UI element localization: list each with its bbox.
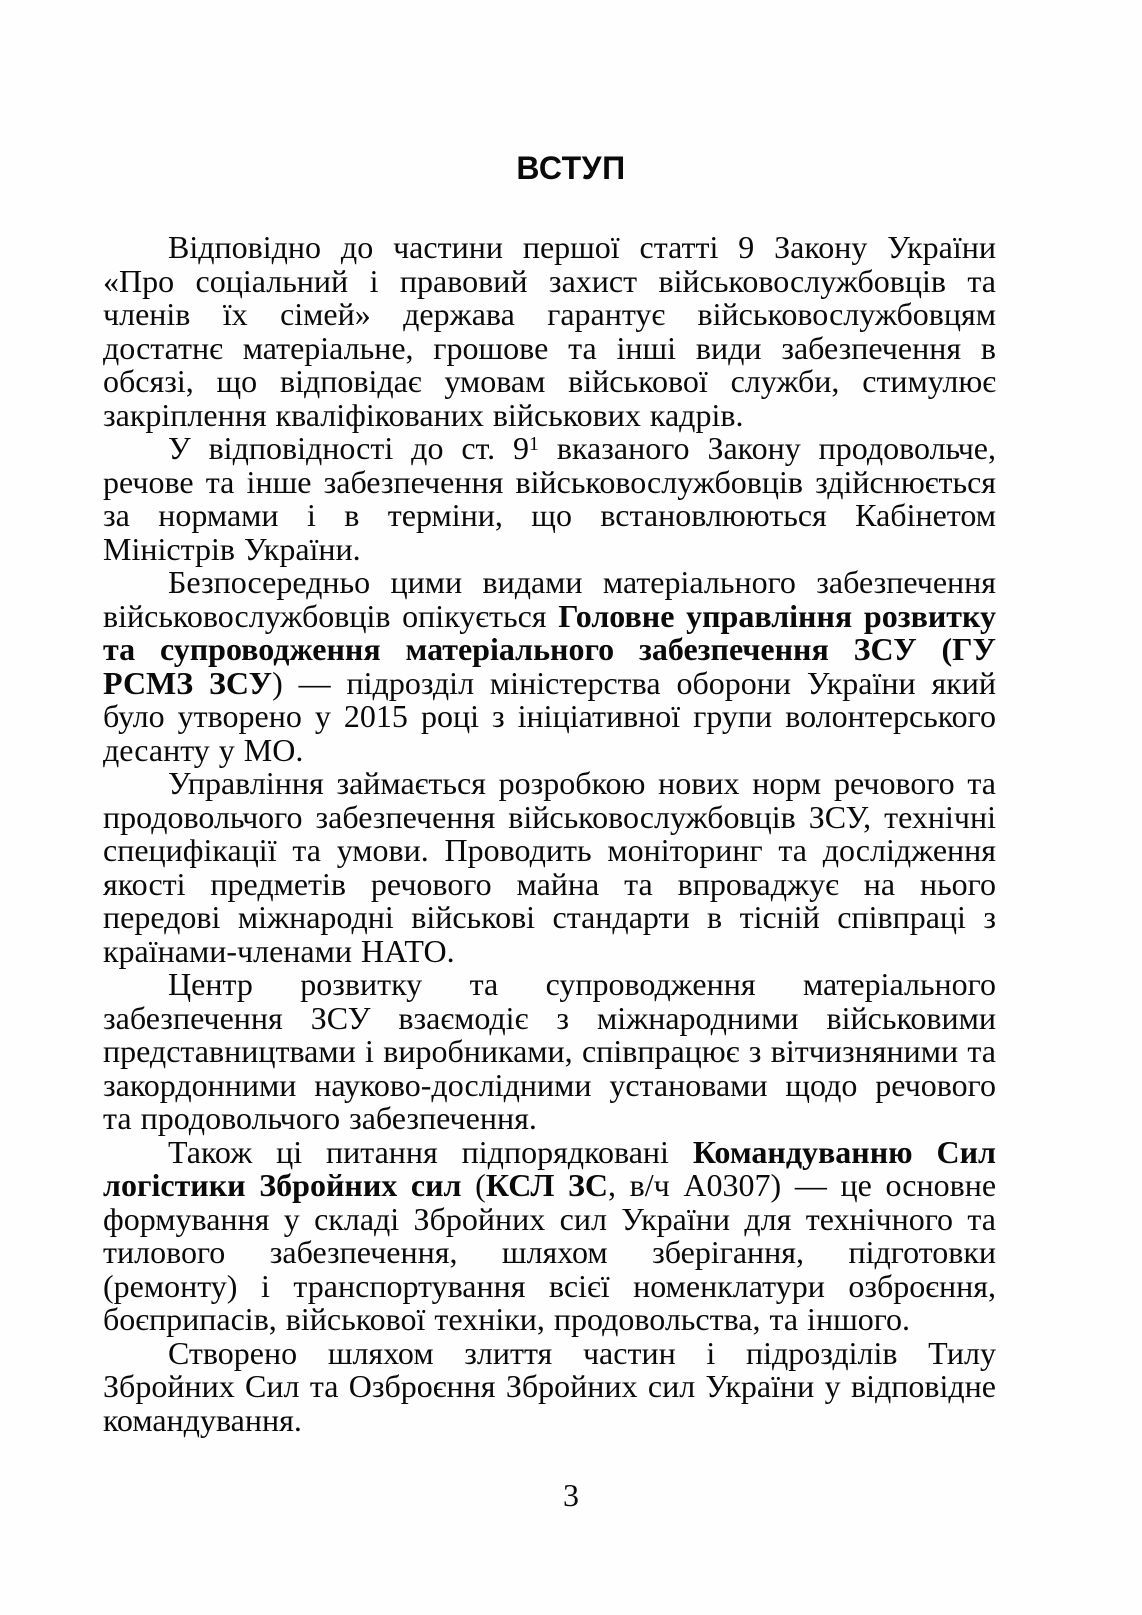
bold-text-run: КСЛ ЗС (485, 1167, 609, 1203)
text-run: , в/ч А0307) — це основне формування у складі Збройних сил України для технічного та тилового забезпечення, шляхом зберігання, підготовки (ремонту) і транспортування всієї номенклатури озброєння, боєприпасів, військової техніки, продовольства, та іншого. (103, 1167, 997, 1337)
bold-text-run: Головне управління розвитку та супроводження матеріального забезпечення ЗСУ (ГУ РСМЗ ЗСУ (103, 597, 997, 701)
bold-text-run: Командуванню Сил логістики Збройних сил (103, 1133, 997, 1203)
paragraph (103, 432, 996, 566)
paragraph (103, 1133, 997, 1337)
paragraph (103, 566, 996, 767)
paragraph (103, 968, 996, 1136)
text-run: Створено шляхом злиття частин і підрозділів Тилу Збройних Сил та Озброєння Збройних сил України у відповідне командування. (103, 1334, 996, 1438)
page-title: ВСТУП (516, 150, 626, 186)
paragraph (103, 767, 996, 968)
text-run: ) — підрозділ міністерства оборони України який було утворено у 2015 році з ініціативної групи волонтерського десанту у МО. (103, 664, 996, 768)
text-run: Управління займається розробкою нових норм речового та продовольчого забезпечення військовослужбовців ЗСУ, технічні специфікації та умови. Проводить моніторинг та дослідження якості предметів речового майна та впроваджує на нього передові міжнародні військові стандарти в тісній співпраці з країнами-членами НАТО. (103, 765, 996, 969)
text-run: Також ці питання підпорядковані (168, 1133, 693, 1170)
text-run: вказаного Закону продовольче, речове та інше забезпечення військовослужбовців здійснюється за нормами і в терміни, що встановлюються Кабінетом Міністрів України. (103, 430, 996, 567)
text-run: ( (461, 1167, 486, 1203)
page-number: 3 (563, 1477, 579, 1513)
paragraph (103, 1334, 996, 1438)
body-text (103, 231, 996, 1437)
paragraph (103, 231, 996, 432)
text-run: У відповідності до ст. 9 (168, 430, 530, 466)
text-run: Центр розвитку та супроводження матеріального забезпечення ЗСУ взаємодіє з міжнародними військовими представництвами і виробниками, співпрацює з вітчизняними та закордонними науково-дослідними установами щодо речового та продовольчого забезпечення. (103, 966, 996, 1136)
footnote-marker: 1 (529, 433, 539, 456)
text-run: Відповідно до частини першої статті 9 Закону України «Про соціальний і правовий захист військовослужбовців та членів їх сімей» держава гарантує військовослужбовцям достатнє матеріальне, грошове та інші види забезпечення в обсязі, що відповідає умовам військової служби, стимулює закріплення кваліфікованих військових кадрів. (103, 229, 996, 433)
text-run: Безпосередньо цими видами матеріального забезпечення військовослужбовців опікується (103, 564, 996, 634)
